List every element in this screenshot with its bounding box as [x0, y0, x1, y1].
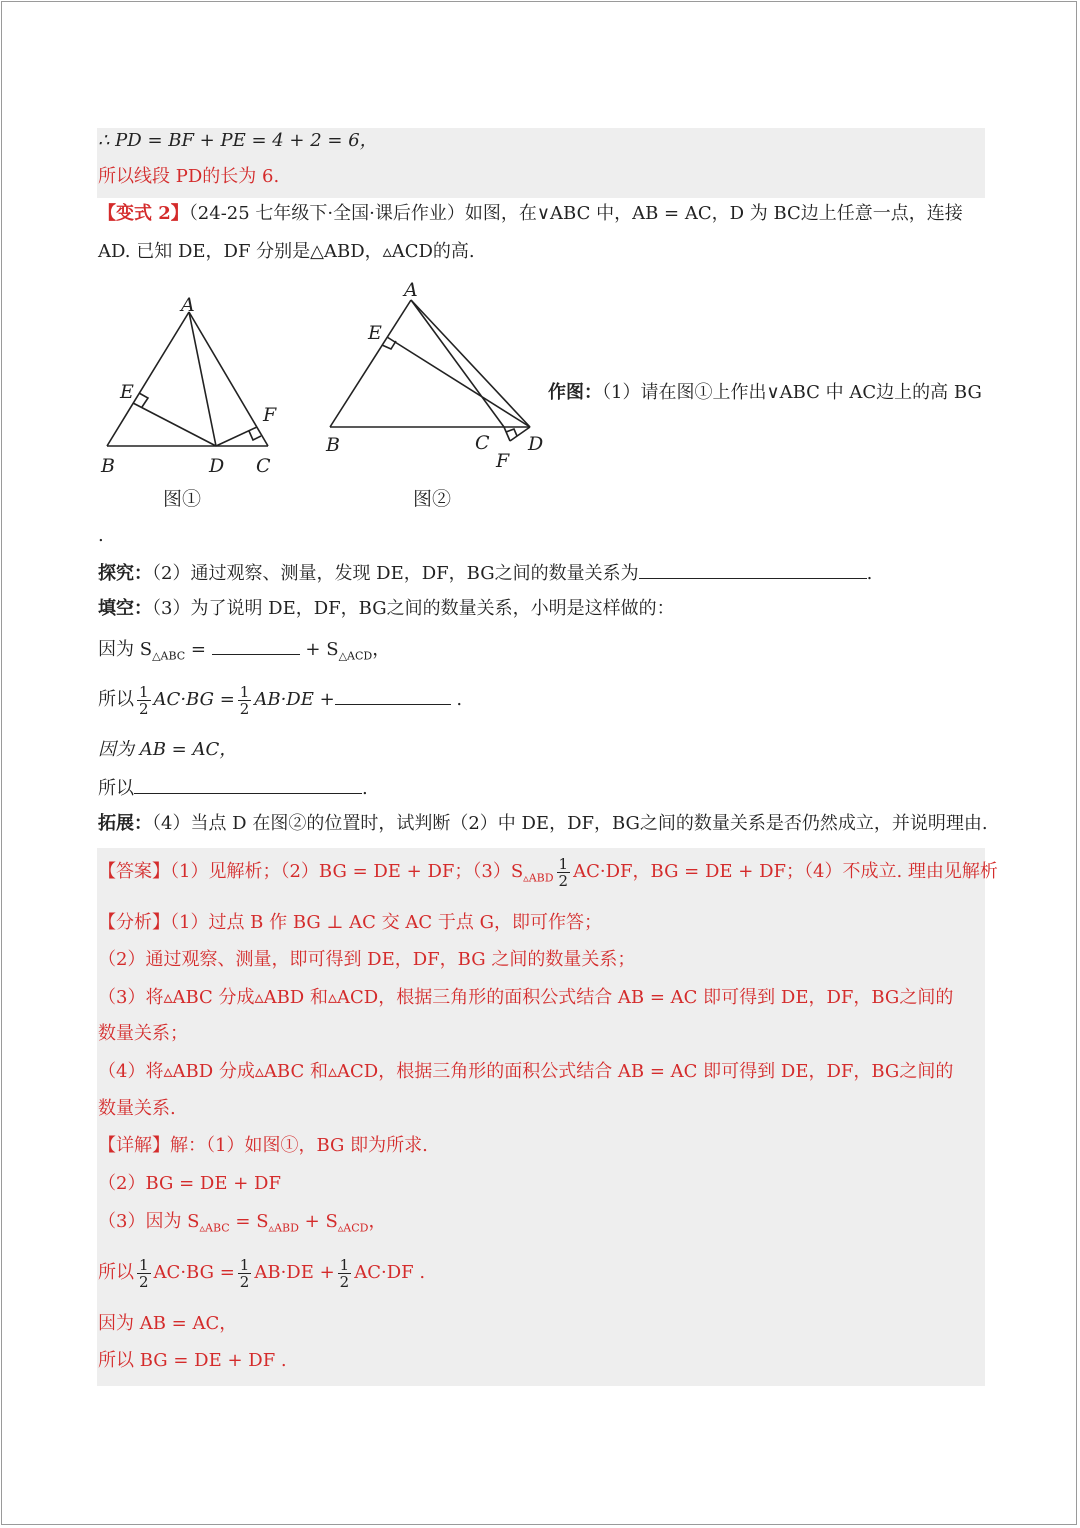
task-4-text: （4）当点 D 在图②的位置时，试判断（2）中 DE，DF，BG之间的数量关系是否仍然成立，并说明理由. — [152, 813, 988, 834]
task-3-text: （3）为了说明 DE，DF，BG之间的数量关系，小明是这样做的： — [152, 598, 675, 619]
top-line-2: 所以线段 PD的长为 6. — [98, 166, 280, 187]
t3-half-1-den: 2 — [139, 699, 149, 718]
answer-part-2: AC·DF，BG = DE + DF；（4）不成立. 理由见解析 — [573, 861, 998, 882]
fig2-label-f: F — [496, 450, 510, 472]
t3-l1-sub2: △ACD — [338, 649, 373, 663]
d4-c: AB·DE + — [254, 1262, 335, 1283]
top-line-1: ∴ PD = BF + PE = 4 + 2 = 6， — [98, 130, 378, 151]
task-1 — [548, 381, 982, 405]
task-1-label: 作图： — [548, 382, 602, 403]
d4-b: AC·BG = — [153, 1262, 235, 1283]
t3-l2-d: . — [456, 689, 463, 710]
d3-b: = S — [229, 1211, 269, 1232]
task-2-blank[interactable] — [639, 560, 867, 579]
t3-half-2-num: 1 — [239, 682, 250, 701]
fig2-label-a: A — [404, 279, 418, 301]
d4-half-1 — [137, 1257, 151, 1290]
task-3 — [98, 597, 675, 621]
d4-half-1-den: 2 — [139, 1272, 149, 1291]
fig1-label-c: C — [256, 455, 271, 477]
fig1-label-f: F — [263, 404, 277, 426]
fig2-label-e: E — [368, 322, 382, 344]
d4-half-3 — [338, 1257, 352, 1290]
analysis-tag: 【分析】 — [98, 912, 170, 933]
fig2-extension-cf — [504, 427, 510, 441]
answer-half — [557, 856, 571, 889]
t3-half-2-den: 2 — [239, 699, 250, 718]
t3-l1-b: = — [185, 639, 212, 660]
d3-s3: ▵ACD — [337, 1221, 369, 1235]
analysis-line-3: （3）将▵ABC 分成▵ABD 和▵ACD，根据三角形的面积公式结合 AB = AC 即可得到 DE，DF，BG之间的 — [98, 987, 954, 1008]
task-2-end: . — [866, 563, 873, 584]
answer-part-1: （1）见解析；（2）BG = DE + DF；（3）S — [170, 861, 524, 882]
fig1-label-d: D — [209, 455, 225, 477]
d4-half-2-num: 1 — [239, 1255, 250, 1274]
t3-l1-sub: △ABC — [152, 649, 186, 663]
t3-l2-c: AB·DE + — [254, 689, 335, 710]
task-3-line-1 — [98, 636, 390, 669]
detail-line-6: 所以 BG = DE + DF . — [98, 1350, 287, 1371]
task-4-label: 拓展： — [98, 813, 152, 834]
fig1-right-angle-e — [139, 393, 148, 407]
answer-half-num: 1 — [558, 854, 569, 873]
detail-line-1 — [98, 1134, 428, 1158]
fig1-segment-ad — [189, 312, 216, 446]
task-3-line-3: 因为 AB = AC， — [98, 739, 238, 760]
figure-2-caption: 图② — [413, 488, 452, 510]
fig1-segment-de — [133, 403, 216, 446]
fig1-label-b: B — [101, 455, 115, 477]
d4-d: AC·DF . — [354, 1262, 426, 1283]
d3-d: ， — [368, 1211, 387, 1232]
d4-half-3-num: 1 — [339, 1255, 350, 1274]
task-3-blank-1[interactable] — [212, 636, 300, 655]
analysis-line-2: （2）通过观察、测量，即可得到 DE，DF，BG 之间的数量关系； — [98, 949, 636, 970]
t3-l4-b: . — [362, 778, 368, 799]
detail-line-4 — [98, 1253, 425, 1293]
d4-half-3-den: 2 — [339, 1272, 350, 1291]
fig2-label-c: C — [475, 432, 490, 454]
t3-l2-a: 所以 — [98, 689, 134, 710]
fig2-label-b: B — [326, 434, 340, 456]
task-2 — [98, 560, 872, 586]
fig2-side-ab — [330, 300, 411, 427]
answer-line — [98, 852, 998, 892]
fig1-label-a: A — [181, 294, 195, 316]
analysis-a1: （1）过点 B 作 BG ⊥ AC 交 AC 于点 G，即可作答； — [170, 912, 602, 933]
answer-sub: ▵ABD — [523, 871, 554, 885]
analysis-line-4b: 数量关系. — [98, 1098, 176, 1119]
fig2-side-ac — [411, 300, 504, 427]
stray-dot: . — [98, 525, 104, 546]
detail-line-3 — [98, 1210, 386, 1241]
problem-intro — [98, 202, 963, 226]
d4-a: 所以 — [98, 1262, 134, 1283]
task-3-line-4 — [98, 775, 368, 801]
task-2-label: 探究： — [98, 563, 152, 584]
task-1-text: （1）请在图①上作出∨ABC 中 AC边上的高 BG — [602, 382, 982, 403]
figure-2 — [320, 275, 550, 475]
analysis-line-4: （4）将▵ABD 分成▵ABC 和▵ACD，根据三角形的面积公式结合 AB = AC 即可得到 DE，DF，BG之间的 — [98, 1061, 954, 1082]
task-4 — [98, 812, 988, 836]
t3-l1-a: 因为 S — [98, 639, 153, 660]
t3-l4-a: 所以 — [98, 778, 134, 799]
d3-s1: ▵ABC — [199, 1221, 230, 1235]
d3-a: （3）因为 S — [98, 1211, 200, 1232]
task-3-label: 填空： — [98, 598, 152, 619]
d3-c: + S — [298, 1211, 338, 1232]
t3-half-1 — [137, 684, 151, 717]
t3-l1-d: ， — [372, 639, 391, 660]
task-3-blank-2[interactable] — [335, 686, 451, 705]
fig2-label-d: D — [528, 433, 544, 455]
task-3-line-2 — [98, 680, 462, 720]
detail-tag: 【详解】 — [98, 1135, 170, 1156]
t3-l1-c: + S — [299, 639, 339, 660]
t3-l2-b: AC·BG = — [153, 689, 235, 710]
task-2-text: （2）通过观察、测量，发现 DE，DF，BG之间的数量关系为 — [152, 563, 639, 584]
t3-half-1-num: 1 — [139, 682, 149, 701]
detail-line-2: （2）BG = DE + DF — [98, 1173, 281, 1194]
figure-1-caption: 图① — [163, 488, 202, 510]
detail-d1: 解：（1）如图①，BG 即为所求. — [170, 1135, 428, 1156]
task-3-blank-3[interactable] — [134, 775, 362, 794]
problem-intro-2: AD. 已知 DE，DF 分别是△ABD，▵ACD的高. — [98, 241, 475, 262]
problem-tag: 【变式 2】 — [98, 203, 189, 224]
d3-s2: ▵ABD — [268, 1221, 299, 1235]
t3-half-2 — [238, 684, 252, 717]
fig1-side-ac — [189, 312, 268, 446]
analysis-line-1 — [98, 911, 602, 935]
d4-half-2 — [238, 1257, 252, 1290]
detail-line-5: 因为 AB = AC， — [98, 1313, 238, 1334]
answer-half-den: 2 — [558, 871, 569, 890]
figure-1 — [95, 290, 295, 480]
answer-tag: 【答案】 — [98, 861, 170, 882]
problem-intro-text: （24-25 七年级下·全国·课后作业）如图，在∨ABC 中，AB = AC，D 为 BC边上任意一点，连接 — [188, 203, 963, 224]
d4-half-2-den: 2 — [239, 1272, 250, 1291]
fig1-label-e: E — [120, 381, 134, 403]
analysis-line-3b: 数量关系； — [98, 1023, 188, 1044]
d4-half-1-num: 1 — [139, 1255, 149, 1274]
